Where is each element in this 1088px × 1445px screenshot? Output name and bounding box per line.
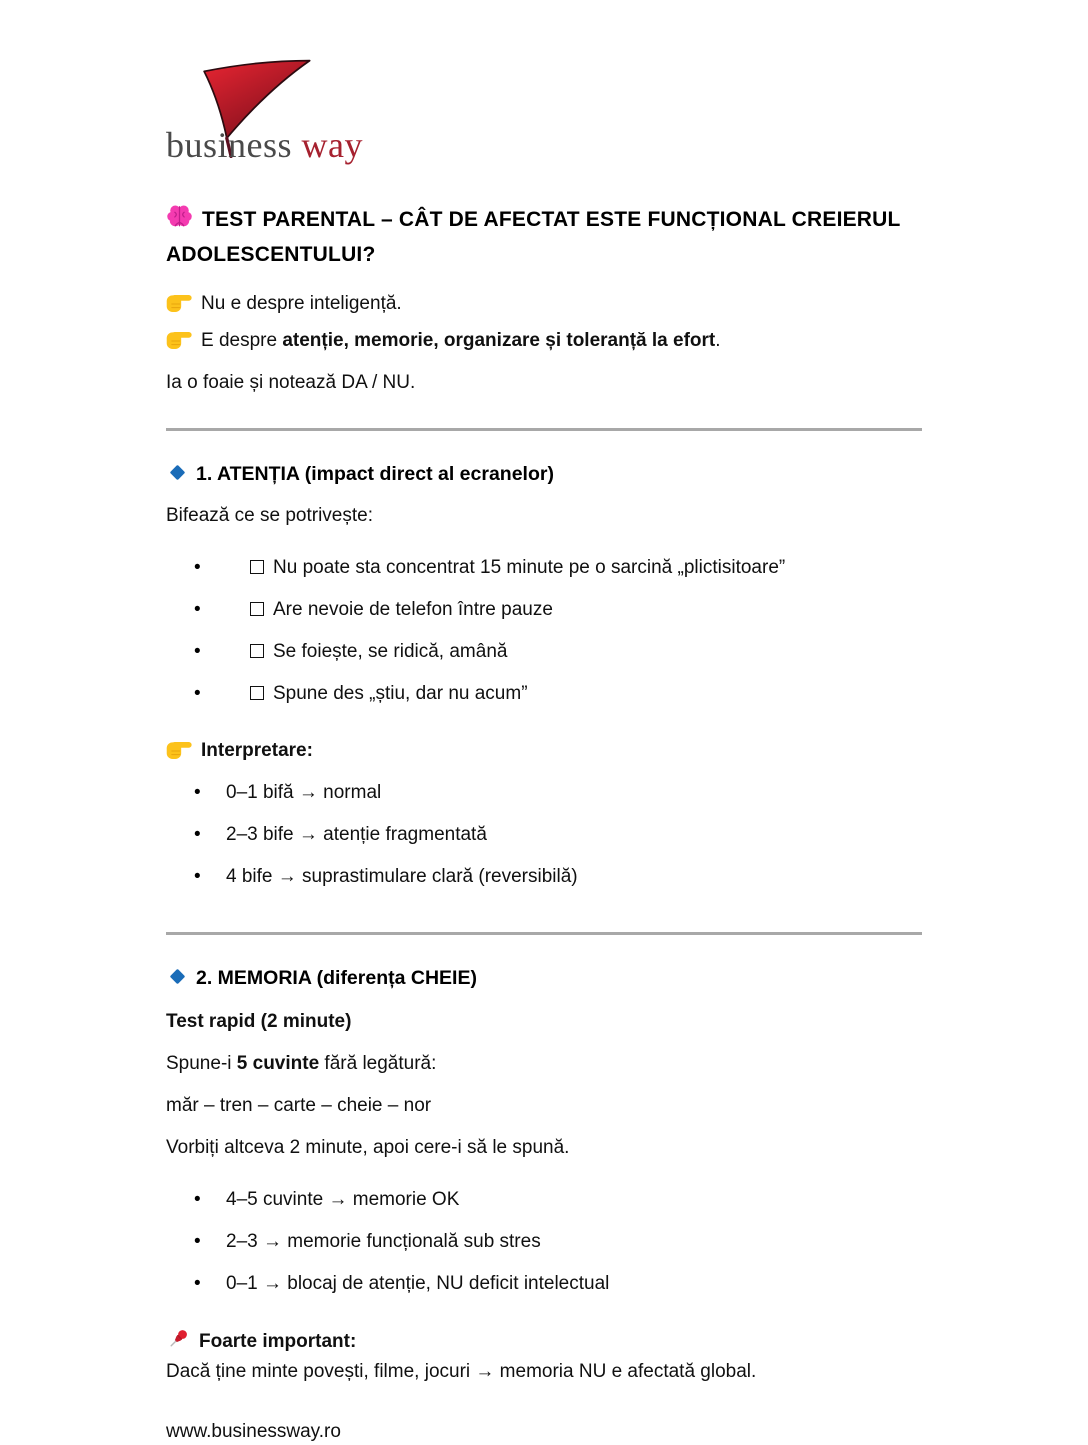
list-item: • 2–3 → memorie funcțională sub stres [194,1231,541,1252]
footer-website-url: www.businessway.ro [166,1421,341,1442]
section1-heading: 1. ATENȚIA (impact direct al ecranelor) [166,461,922,487]
brain-icon [166,203,193,230]
intro-line-1: Nu e despre inteligență. [166,290,922,317]
interpretation-label: Interpretare: [166,737,922,764]
pointing-finger-icon [166,737,192,760]
memory-instruction-2: Vorbiți altceva 2 minute, apoi cere-i să le spună. [166,1137,570,1158]
list-item: • 4 bife → suprastimulare clară (reversibilă) [194,866,578,887]
checkbox-icon [250,560,264,574]
section2-heading: 2. MEMORIA (diferența CHEIE) [166,965,922,991]
section1-intro: Bifează ce se potrivește: [166,505,373,526]
section2-subheading: Test rapid (2 minute) [166,1011,352,1032]
bullet-icon: • [194,1273,201,1294]
bullet-icon: • [194,824,201,845]
checklist-item: • Are nevoie de telefon între pauze [194,599,553,620]
checkbox-icon [250,644,264,658]
checklist-item: • Se foiește, se ridică, amână [194,641,508,662]
memory-instruction-1: Spune-i 5 cuvinte fără legătură: [166,1053,437,1074]
intro-line-2: E despre atenție, memorie, organizare și toleranță la efort. [166,327,922,354]
checklist-item: • Spune des „știu, dar nu acum” [194,683,528,704]
bullet-icon: • [194,1189,201,1210]
memory-word-list: măr – tren – carte – cheie – nor [166,1095,432,1116]
pointing-finger-icon [166,327,192,350]
list-item: • 2–3 bife → atenție fragmentată [194,824,487,845]
bullet-icon: • [194,866,201,887]
important-text: Dacă ține minte povești, filme, jocuri → memoria NU e afectată global. [166,1361,757,1382]
bullet-icon: • [194,641,201,662]
logo-wordmark [166,124,363,166]
attention-checklist [166,555,922,707]
interpretation-list [166,780,922,890]
page-title [166,202,922,272]
list-item: • 4–5 cuvinte → memorie OK [194,1189,460,1210]
page-title-text: TEST PARENTAL – CÂT DE AFECTAT ESTE FUNCȚIONAL CREIERUL ADOLESCENTULUI? [166,208,901,266]
bullet-icon: • [194,683,201,704]
checkbox-icon [250,602,264,616]
bullet-icon: • [194,1231,201,1252]
bullet-icon: • [194,599,201,620]
section-divider [166,428,922,431]
section-divider [166,932,922,935]
pushpin-icon [166,1327,190,1351]
important-label: Foarte important: [166,1327,922,1355]
list-item: • 0–1 → blocaj de atenție, NU deficit intelectual [194,1273,610,1294]
businessway-logo [166,58,922,168]
pointing-finger-icon [166,290,192,313]
list-item: • 0–1 bifă → normal [194,782,382,803]
instruction-note: Ia o foaie și notează DA / NU. [166,372,416,393]
memory-results-list [166,1187,922,1297]
checklist-item: • Nu poate sta concentrat 15 minute pe o sarcină „plictisitoare” [194,557,786,578]
logo-word-business: business [166,125,293,165]
checkbox-icon [250,686,264,700]
blue-diamond-icon [170,969,186,985]
bullet-icon: • [194,557,201,578]
bullet-icon: • [194,782,201,803]
blue-diamond-icon [170,465,186,481]
logo-word-way: way [301,125,363,165]
